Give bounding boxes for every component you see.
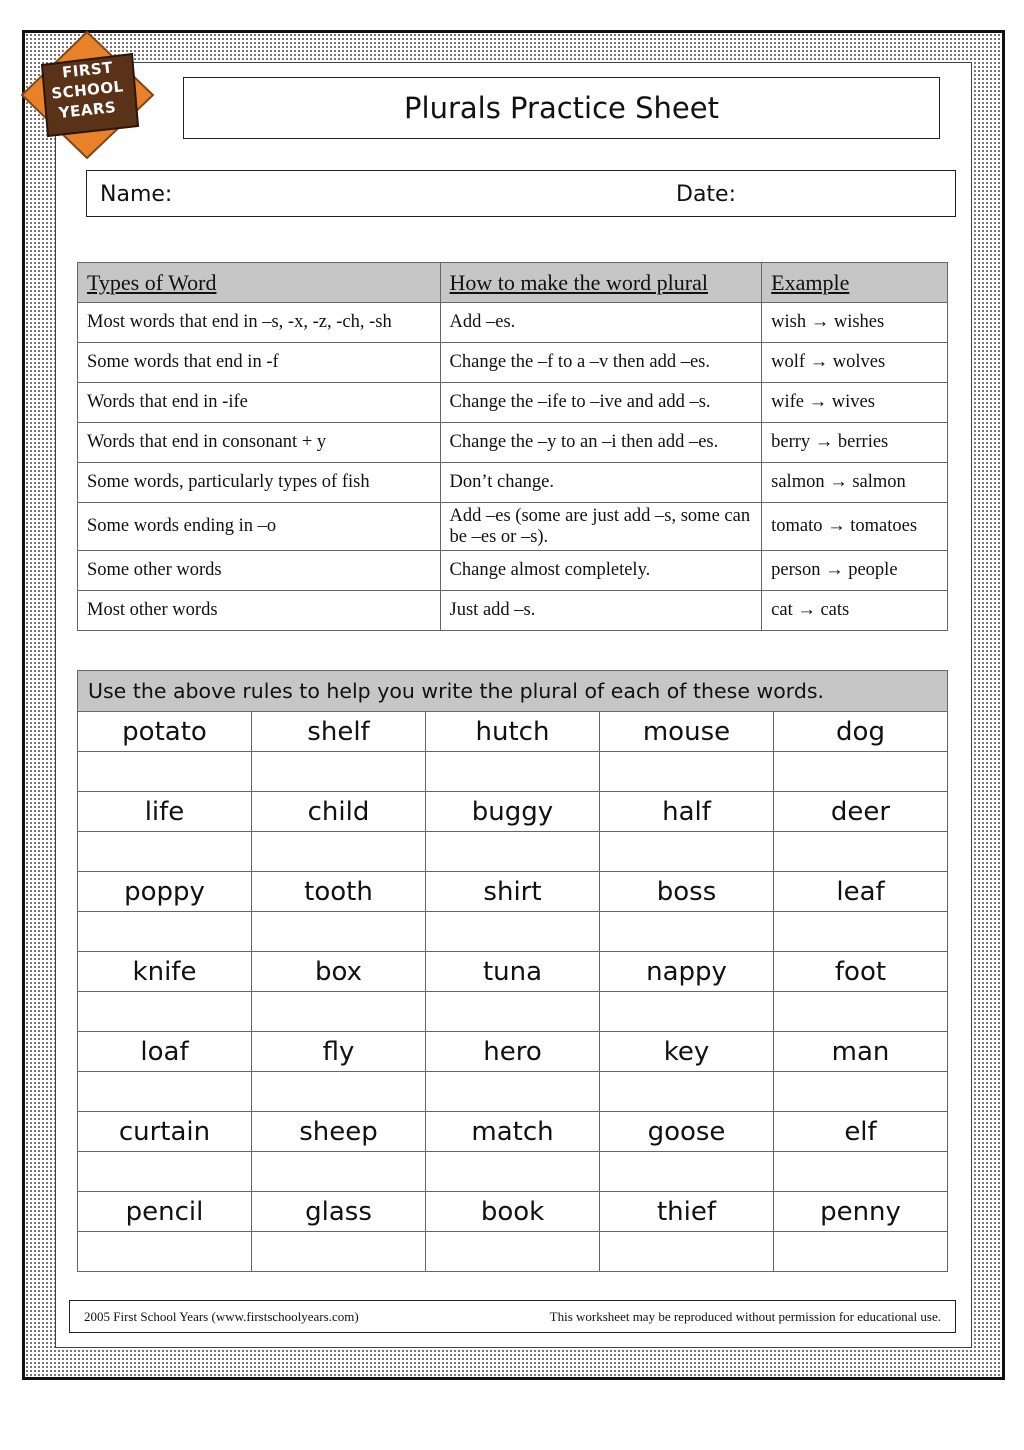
word-type-cell: Some words that end in -f: [78, 343, 441, 383]
answer-cell[interactable]: [252, 1232, 426, 1272]
answer-cell[interactable]: [600, 992, 774, 1032]
rule-cell: Just add –s.: [440, 591, 762, 631]
answer-cell[interactable]: [426, 1072, 600, 1112]
practice-word: pencil: [78, 1192, 252, 1232]
logo-line: YEARS: [57, 98, 118, 122]
word-row: [78, 1192, 948, 1232]
practice-word: book: [426, 1192, 600, 1232]
practice-word: fly: [252, 1032, 426, 1072]
practice-word: match: [426, 1112, 600, 1152]
practice-word: nappy: [600, 952, 774, 992]
practice-word: knife: [78, 952, 252, 992]
example-cell: tomato → tomatoes: [762, 503, 948, 551]
practice-word: tuna: [426, 952, 600, 992]
answer-cell[interactable]: [252, 992, 426, 1032]
example-cell: wish → wishes: [762, 303, 948, 343]
answer-cell[interactable]: [252, 1072, 426, 1112]
word-type-cell: Most words that end in –s, -x, -z, -ch, -sh: [78, 303, 441, 343]
practice-word: foot: [774, 952, 948, 992]
answer-cell[interactable]: [600, 1152, 774, 1192]
answer-cell[interactable]: [426, 1152, 600, 1192]
table-row: [78, 463, 948, 503]
table-row: [78, 303, 948, 343]
example-cell: cat → cats: [762, 591, 948, 631]
answer-cell[interactable]: [774, 752, 948, 792]
practice-word: goose: [600, 1112, 774, 1152]
column-header: How to make the word plural: [440, 263, 762, 303]
table-row: [78, 591, 948, 631]
word-row: [78, 952, 948, 992]
answer-cell[interactable]: [600, 1232, 774, 1272]
column-header: Example: [762, 263, 948, 303]
practice-word: half: [600, 792, 774, 832]
answer-row: [78, 832, 948, 872]
table-row: [78, 343, 948, 383]
answer-cell[interactable]: [78, 1232, 252, 1272]
word-row: [78, 872, 948, 912]
practice-word: sheep: [252, 1112, 426, 1152]
rule-cell: Change the –ife to –ive and add –s.: [440, 383, 762, 423]
logo-line: FIRST: [61, 58, 114, 82]
table-row: [78, 503, 948, 551]
answer-cell[interactable]: [774, 1152, 948, 1192]
rule-cell: Don’t change.: [440, 463, 762, 503]
practice-word: tooth: [252, 872, 426, 912]
answer-cell[interactable]: [774, 832, 948, 872]
practice-word: man: [774, 1032, 948, 1072]
table-row: [78, 383, 948, 423]
answer-cell[interactable]: [78, 1152, 252, 1192]
answer-cell[interactable]: [426, 992, 600, 1032]
answer-cell[interactable]: [774, 992, 948, 1032]
practice-word: deer: [774, 792, 948, 832]
rule-cell: Change the –f to a –v then add –es.: [440, 343, 762, 383]
practice-word: shelf: [252, 712, 426, 752]
word-type-cell: Some words, particularly types of fish: [78, 463, 441, 503]
table-row: [78, 423, 948, 463]
answer-cell[interactable]: [78, 832, 252, 872]
word-row: [78, 1032, 948, 1072]
example-cell: wolf → wolves: [762, 343, 948, 383]
column-header: Types of Word: [78, 263, 441, 303]
practice-word: boss: [600, 872, 774, 912]
practice-word: elf: [774, 1112, 948, 1152]
word-type-cell: Words that end in consonant + y: [78, 423, 441, 463]
answer-cell[interactable]: [78, 992, 252, 1032]
example-cell: person → people: [762, 551, 948, 591]
practice-word: dog: [774, 712, 948, 752]
practice-word: leaf: [774, 872, 948, 912]
practice-word: glass: [252, 1192, 426, 1232]
answer-cell[interactable]: [252, 912, 426, 952]
example-cell: salmon → salmon: [762, 463, 948, 503]
name-date-field[interactable]: [86, 170, 956, 217]
answer-cell[interactable]: [600, 912, 774, 952]
answer-cell[interactable]: [252, 832, 426, 872]
practice-word: penny: [774, 1192, 948, 1232]
example-cell: wife → wives: [762, 383, 948, 423]
answer-cell[interactable]: [78, 752, 252, 792]
practice-word: key: [600, 1032, 774, 1072]
rule-cell: Add –es (some are just add –s, some can be –es or –s).: [440, 503, 762, 551]
answer-cell[interactable]: [252, 1152, 426, 1192]
answer-cell[interactable]: [252, 752, 426, 792]
practice-word: hutch: [426, 712, 600, 752]
answer-cell[interactable]: [774, 1072, 948, 1112]
answer-row: [78, 1152, 948, 1192]
plural-practice-grid: [77, 670, 948, 1272]
rule-cell: Change the –y to an –i then add –es.: [440, 423, 762, 463]
footer: [69, 1300, 956, 1333]
practice-word: hero: [426, 1032, 600, 1072]
logo-text: [20, 60, 155, 120]
word-type-cell: Some words ending in –o: [78, 503, 441, 551]
rule-cell: Add –es.: [440, 303, 762, 343]
answer-cell[interactable]: [78, 912, 252, 952]
answer-row: [78, 992, 948, 1032]
answer-cell[interactable]: [426, 912, 600, 952]
answer-row: [78, 1072, 948, 1112]
practice-word: buggy: [426, 792, 600, 832]
practice-word: life: [78, 792, 252, 832]
answer-cell[interactable]: [600, 752, 774, 792]
word-row: [78, 1112, 948, 1152]
answer-cell[interactable]: [600, 832, 774, 872]
answer-cell[interactable]: [78, 1072, 252, 1112]
date-label: Date:: [676, 182, 736, 207]
practice-word: child: [252, 792, 426, 832]
answer-cell[interactable]: [774, 1232, 948, 1272]
answer-row: [78, 1232, 948, 1272]
word-type-cell: Most other words: [78, 591, 441, 631]
word-row: [78, 712, 948, 752]
practice-word: loaf: [78, 1032, 252, 1072]
word-type-cell: Words that end in -ife: [78, 383, 441, 423]
instruction-text: Use the above rules to help you write the plural of each of these words.: [78, 671, 948, 712]
table-row: [78, 551, 948, 591]
plural-rules-table: [77, 262, 948, 631]
answer-cell[interactable]: [600, 1072, 774, 1112]
rule-cell: Change almost completely.: [440, 551, 762, 591]
page-title: Plurals Practice Sheet: [183, 77, 940, 139]
word-row: [78, 792, 948, 832]
table-header-row: [78, 263, 948, 303]
practice-word: shirt: [426, 872, 600, 912]
practice-word: thief: [600, 1192, 774, 1232]
reproduction-notice: This worksheet may be reproduced without permission for educational use.: [549, 1309, 941, 1324]
answer-cell[interactable]: [426, 1232, 600, 1272]
copyright-text: 2005 First School Years (www.firstschoolyears.com): [84, 1309, 359, 1324]
example-cell: berry → berries: [762, 423, 948, 463]
answer-row: [78, 752, 948, 792]
practice-word: poppy: [78, 872, 252, 912]
practice-word: mouse: [600, 712, 774, 752]
answer-row: [78, 912, 948, 952]
name-label: Name:: [100, 182, 173, 207]
practice-word: potato: [78, 712, 252, 752]
answer-cell[interactable]: [774, 912, 948, 952]
answer-cell[interactable]: [426, 832, 600, 872]
answer-cell[interactable]: [426, 752, 600, 792]
word-type-cell: Some other words: [78, 551, 441, 591]
practice-word: box: [252, 952, 426, 992]
practice-word: curtain: [78, 1112, 252, 1152]
instruction-row: [78, 671, 948, 712]
logo-line: SCHOOL: [50, 77, 125, 103]
